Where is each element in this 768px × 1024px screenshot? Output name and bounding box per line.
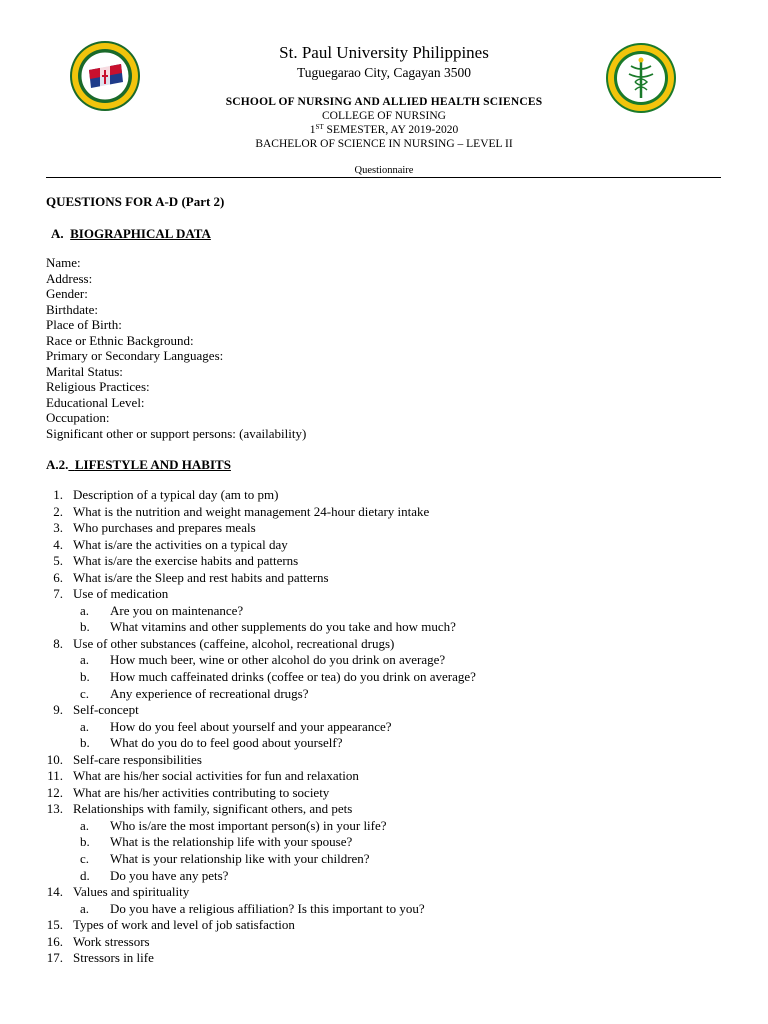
question-number: c. <box>80 685 90 701</box>
question-text: Self-care responsibilities <box>73 751 202 767</box>
question-number: a. <box>80 652 90 668</box>
question-number: b. <box>80 834 90 850</box>
program-name: BACHELOR OF SCIENCE IN NURSING – LEVEL II <box>255 138 513 150</box>
bio-field-label: Gender: <box>46 286 88 301</box>
question-number: a. <box>80 900 90 916</box>
question-number: 11. <box>47 768 63 784</box>
question-text: What are his/her activities contributing to society <box>73 784 330 800</box>
bio-field-label: Religious Practices: <box>46 379 150 394</box>
document-type: Questionnaire <box>354 165 414 176</box>
main-title: QUESTIONS FOR A-D (Part 2) <box>46 194 225 209</box>
university-name: St. Paul University Philippines <box>279 43 489 62</box>
bio-field-label: Occupation: <box>46 410 110 425</box>
semester-text: SEMESTER, AY 2019-2020 <box>323 124 459 136</box>
question-text: What is the nutrition and weight management 24-hour dietary intake <box>73 503 430 519</box>
semester-line <box>0 123 768 137</box>
question-number: 9. <box>53 702 63 718</box>
question-text: What do you do to feel good about yourself? <box>110 735 343 751</box>
question-text: How much caffeinated drinks (coffee or tea) do you drink on average? <box>110 669 476 685</box>
school-name: SCHOOL OF NURSING AND ALLIED HEALTH SCIENCES <box>225 96 543 108</box>
bio-field-label: Address: <box>46 270 93 286</box>
question-text: What is/are the Sleep and rest habits and patterns <box>73 569 329 585</box>
section-a-number: A. <box>51 226 64 241</box>
question-number: 7. <box>53 586 63 602</box>
question-number: b. <box>80 669 90 685</box>
question-text: Do you have any pets? <box>110 867 229 883</box>
question-text: Use of medication <box>73 586 169 602</box>
section-a2-heading <box>46 457 231 473</box>
question-number: a. <box>80 718 90 734</box>
question-number: 5. <box>53 553 63 569</box>
question-number: 14. <box>46 884 63 900</box>
question-text: What is/are the exercise habits and patterns <box>73 553 299 569</box>
question-text: How much beer, wine or other alcohol do you drink on average? <box>110 652 446 668</box>
bio-field-label: Name: <box>46 255 81 270</box>
question-number: 2. <box>53 503 63 519</box>
question-number: 1. <box>53 487 63 502</box>
question-text: What is your relationship like with your children? <box>110 851 370 867</box>
section-a-title: BIOGRAPHICAL DATA <box>70 226 211 241</box>
question-text: What is the relationship life with your spouse? <box>110 834 353 850</box>
question-number: 3. <box>53 520 63 536</box>
question-number: 10. <box>46 751 63 767</box>
question-number: 12. <box>46 784 63 800</box>
question-text: Any experience of recreational drugs? <box>110 685 309 701</box>
question-number: 17. <box>46 950 63 966</box>
question-number: 4. <box>53 536 63 552</box>
question-text: What vitamins and other supplements do you take and how much? <box>110 619 456 635</box>
question-text: Stressors in life <box>73 950 154 966</box>
semester-superscript: ST <box>315 123 324 131</box>
question-number: 15. <box>46 917 63 933</box>
section-a2-title: LIFESTYLE AND HABITS <box>74 457 231 472</box>
semester-number: 1 <box>309 124 316 136</box>
question-text: Are you on maintenance? <box>110 602 244 618</box>
question-text: Work stressors <box>73 933 150 949</box>
bio-field-label: Birthdate: <box>46 301 98 317</box>
bio-field-label: Significant other or support persons: (availability) <box>46 425 307 441</box>
question-number: b. <box>80 619 90 635</box>
section-a-heading <box>51 226 211 242</box>
question-number: 6. <box>53 569 63 585</box>
header-divider <box>46 177 721 178</box>
question-text: What is/are the activities on a typical day <box>73 536 288 552</box>
question-text: Who is/are the most important person(s) in your life? <box>110 817 387 833</box>
question-number: 8. <box>53 635 63 651</box>
question-text: Description of a typical day (am to pm) <box>73 487 279 502</box>
question-text: Self-concept <box>73 702 139 718</box>
bio-field-label: Race or Ethnic Background: <box>46 332 194 348</box>
question-number: a. <box>80 817 90 833</box>
question-text: Who purchases and prepares meals <box>73 520 256 536</box>
question-text: Do you have a religious affiliation? Is this important to you? <box>110 900 425 916</box>
question-text: How do you feel about yourself and your appearance? <box>110 718 392 734</box>
question-number: d. <box>80 867 90 883</box>
question-number: c. <box>80 851 90 867</box>
bio-field-label: Primary or Secondary Languages: <box>46 348 224 363</box>
question-text: What are his/her social activities for fun and relaxation <box>73 768 359 784</box>
bio-field-label: Place of Birth: <box>46 317 122 332</box>
question-number: 13. <box>46 801 63 817</box>
bio-field-label: Marital Status: <box>46 363 123 379</box>
bio-field-label: Educational Level: <box>46 394 145 410</box>
college-name: COLLEGE OF NURSING <box>322 110 446 122</box>
university-address: Tuguegarao City, Cagayan 3500 <box>296 65 472 80</box>
question-text: Use of other substances (caffeine, alcohol, recreational drugs) <box>73 635 395 651</box>
question-text: Types of work and level of job satisfaction <box>73 917 295 933</box>
biographical-fields <box>46 255 306 441</box>
question-number: b. <box>80 735 90 751</box>
question-text: Values and spirituality <box>73 884 190 900</box>
question-text: Relationships with family, significant others, and pets <box>73 801 353 817</box>
question-number: 16. <box>46 933 63 949</box>
section-a2-number: A.2. <box>46 457 69 472</box>
document-header <box>0 43 768 178</box>
question-number: a. <box>80 602 90 618</box>
